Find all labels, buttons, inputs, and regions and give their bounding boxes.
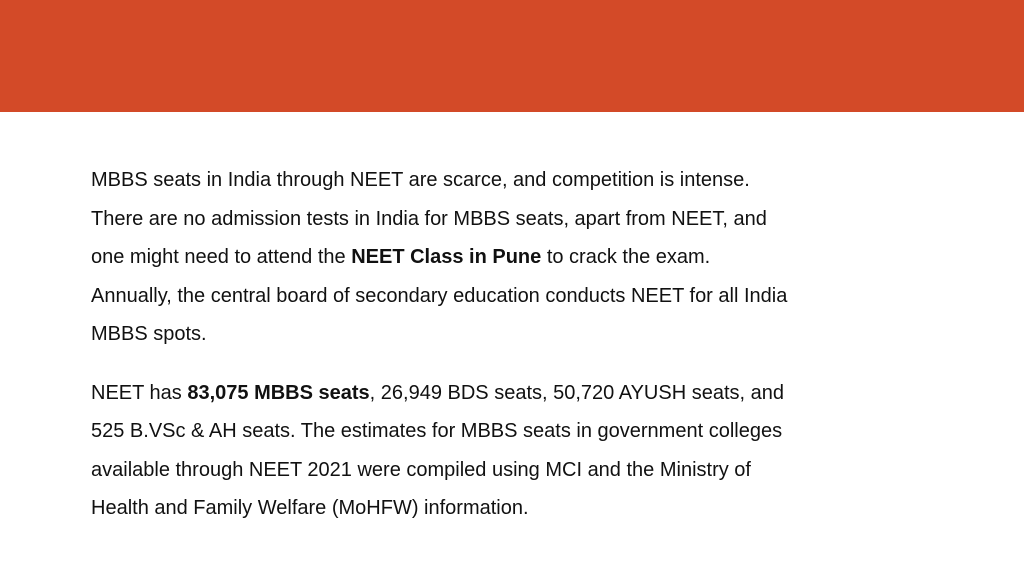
paragraph1-line2: There are no admission tests in India for MBBS seats, apart from NEET, and [91,207,767,230]
paragraph-seat-counts [91,374,851,528]
body-text [91,161,851,528]
paragraph1-line3 [91,238,851,277]
paragraph1-line1: MBBS seats in India through NEET are scarce, and competition is intense. [91,169,750,191]
paragraph2-line2: 525 B.VSc & AH seats. The estimates for MBBS seats in government colleges [91,420,783,442]
mbbs-seats-highlight: 83,075 MBBS seats [187,381,370,404]
paragraph2-line1-before: NEET has [91,381,188,404]
paragraph2-line4: Health and Family Welfare (MoHFW) information. [91,497,529,519]
paragraph2-line3: available through NEET 2021 were compiled using MCI and the Ministry of [91,458,751,481]
header-banner [0,0,1024,112]
paragraph2-line1 [91,374,851,413]
paragraph1-line3-before: one might need to attend the [91,246,352,268]
paragraph1-line5: MBBS spots. [91,323,207,345]
paragraph-mbbs-scarcity [91,161,851,354]
neet-class-pune-highlight: NEET Class in Pune [351,246,542,268]
paragraph1-line3-after: to crack the exam. [541,246,711,268]
paragraph1-line4: Annually, the central board of secondary education conducts NEET for all India [91,284,788,307]
paragraph2-line1-after: , 26,949 BDS seats, 50,720 AYUSH seats, and [369,381,784,404]
